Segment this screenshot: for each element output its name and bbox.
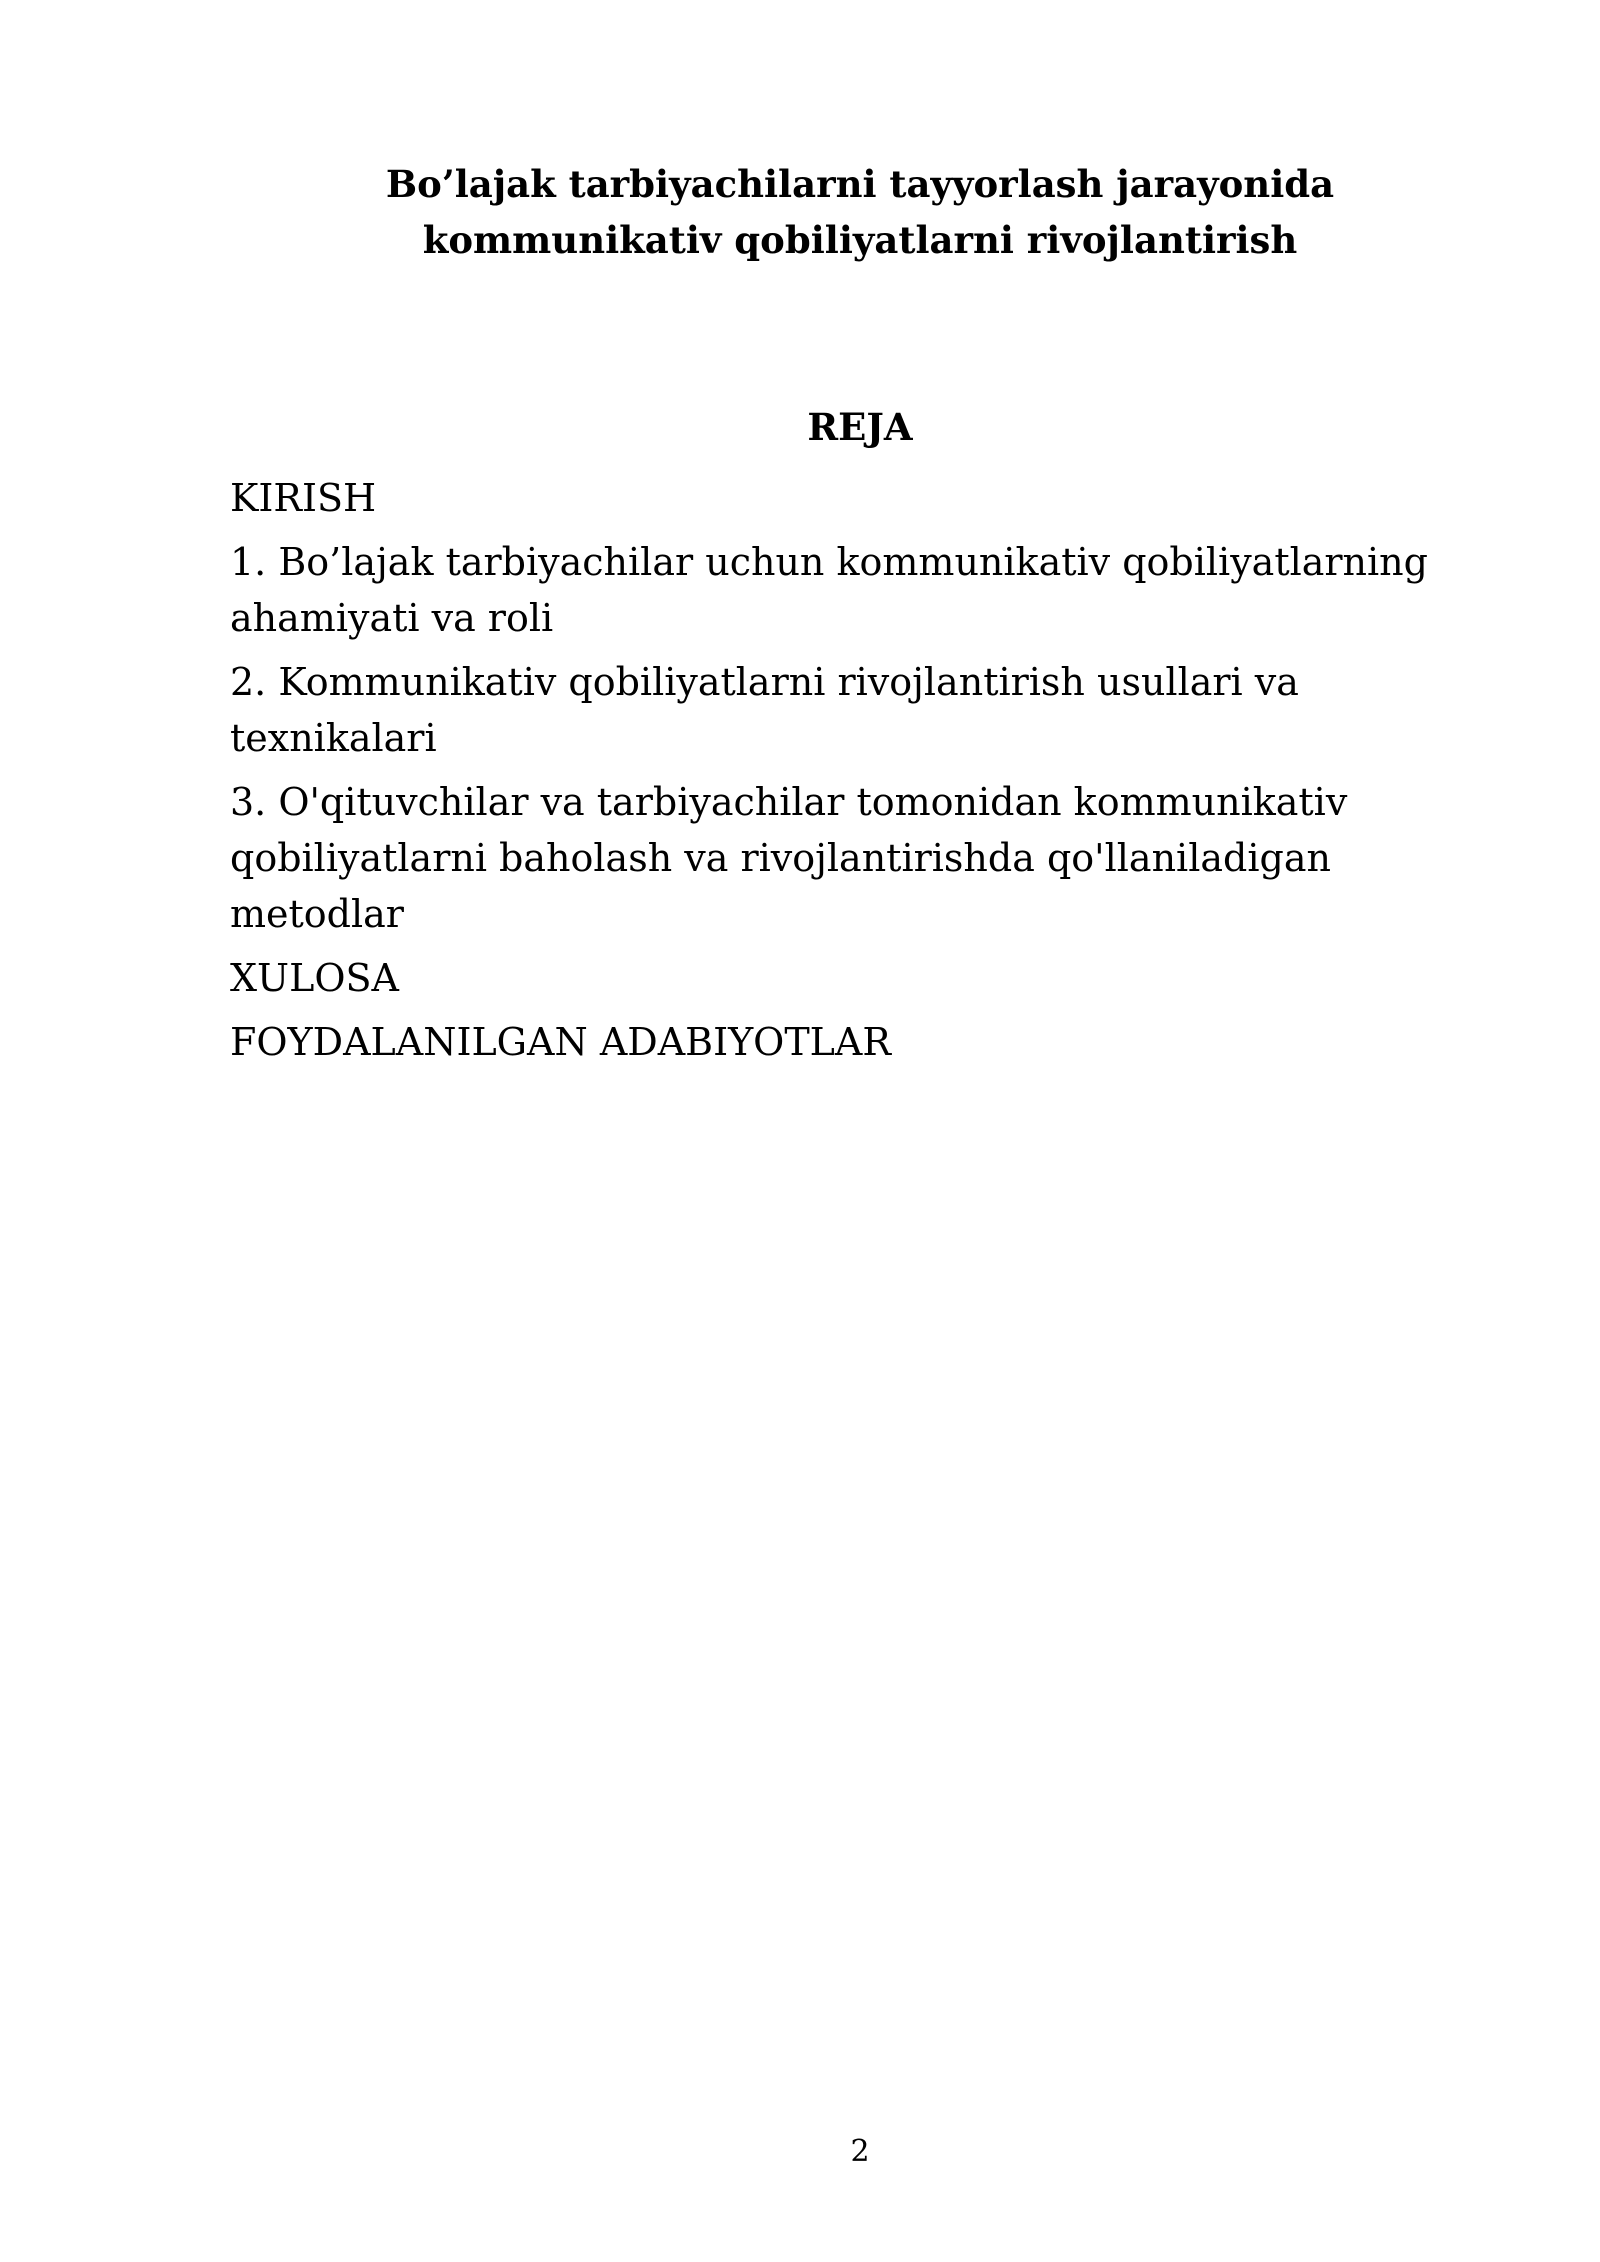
page-number: 2 [850, 2134, 870, 2169]
toc-item-1: 1. Bo’lajak tarbiyachilar uchun kommunikativ qobiliyatlarning ahamiyati va roli [230, 540, 1428, 640]
plan-heading: REJA [807, 405, 913, 449]
table-of-contents [230, 470, 1490, 1078]
document-title-line-1: Bo’lajak tarbiyachilarni tayyorlash jarayonida [385, 162, 1335, 206]
toc-item-conclusion: XULOSA [230, 956, 399, 1000]
toc-item-3: 3. O'qituvchilar va tarbiyachilar tomonidan kommunikativ qobiliyatlarni baholash va rivojlantirishda qo'llaniladigan metodlar [230, 780, 1348, 936]
toc-item-references: FOYDALANILGAN ADABIYOTLAR [230, 1020, 891, 1064]
document-title-line-2: kommunikativ qobiliyatlarni rivojlantirish [422, 218, 1298, 262]
toc-item-2: 2. Kommunikativ qobiliyatlarni rivojlantirish usullari va texnikalari [230, 660, 1299, 760]
toc-item-introduction: KIRISH [230, 476, 377, 520]
